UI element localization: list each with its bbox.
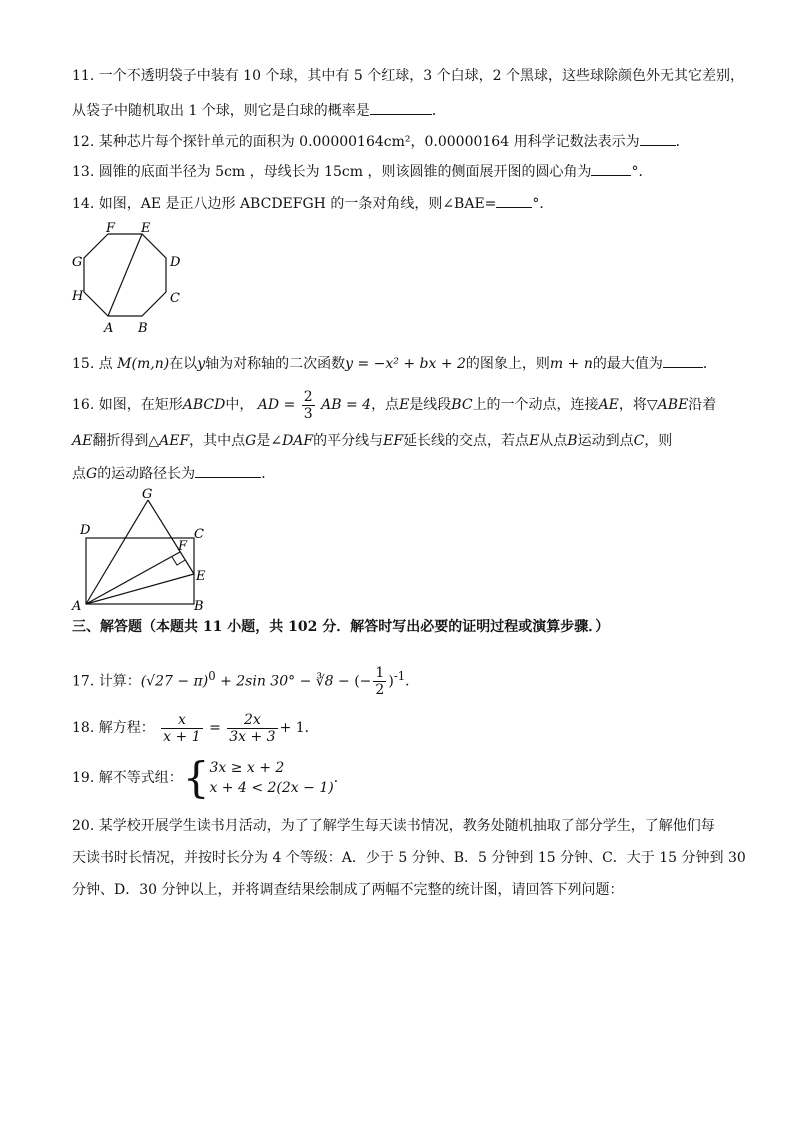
line-af [86, 552, 180, 604]
rect-label-e: E [196, 569, 206, 584]
q16-l2-e2: E [529, 433, 540, 449]
q19-row2: x + 4 < 2(2x − 1) [209, 780, 334, 796]
q16-ad: AD = [257, 397, 296, 413]
q16-fraction [302, 389, 315, 422]
q18-fraction1 [161, 712, 202, 745]
q16-l2-d: 的平分线与 [313, 433, 384, 449]
rect-label-g: G [142, 487, 153, 502]
q11-line2 [72, 100, 446, 121]
q19-system [209, 758, 333, 798]
octagon-label-d: D [170, 255, 181, 270]
q16-frac-den: 3 [303, 405, 313, 422]
q18-pre: 18. 解方程： [72, 720, 155, 736]
octagon-label-a: A [104, 321, 114, 336]
q15-expression: m + n [549, 356, 593, 372]
q11-end: ． [431, 103, 446, 119]
q17-paren-close: ) [388, 673, 394, 690]
q16-post2: 是线段 [409, 397, 452, 413]
q16-line1 [72, 385, 716, 425]
q16-l2-c: 是 [256, 433, 271, 449]
q17-p1: (√27 − π) [140, 673, 209, 690]
q18-post: + 1． [279, 720, 319, 736]
q16-l2-h: ，则 [644, 433, 673, 449]
q17-line [72, 656, 420, 699]
q16-l3-b: 的运动路径长为 [97, 466, 196, 482]
q14-text: 14. 如图，AE 是正八边形 ABCDEFGH 的一条对角线，则∠BAE= [72, 196, 497, 212]
q14-answer-blank[interactable] [496, 193, 532, 208]
q16-rect: ABCD [182, 397, 226, 413]
q13-answer-blank[interactable] [591, 161, 631, 176]
q20-line1: 20. 某学校开展学生读书月活动，为了了解学生每天读书情况，教务处随机抽取了部分学生，了解他们每 [72, 818, 715, 834]
q16-line3 [72, 463, 275, 484]
octagon-label-f: F [106, 221, 116, 236]
q17-frac-num: 1 [375, 665, 385, 682]
q18-eq: = [209, 720, 221, 736]
q18-fraction2 [227, 712, 277, 745]
q16-l2-angle: ∠DAF [270, 433, 314, 449]
q17-pre: 17. 计算： [72, 673, 141, 690]
q15-end: ． [702, 356, 717, 372]
octagon-label-g: G [72, 255, 83, 270]
q16-l2-b: ，其中点 [189, 433, 246, 449]
octagon-label-h: H [72, 289, 84, 304]
q18-f1-num: x [161, 712, 202, 729]
q16-l2-a: 翻折得到 [92, 433, 149, 449]
q16-ae: AE [598, 397, 619, 413]
q16-mid: 中， [225, 397, 254, 413]
q12-answer-blank[interactable] [640, 131, 676, 146]
q17-frac-den: 2 [375, 682, 385, 699]
octagon-figure [66, 220, 196, 336]
q16-line2 [72, 431, 672, 451]
q16-post1: ，点 [371, 397, 400, 413]
q16-frac-num: 2 [303, 388, 313, 405]
rect-label-d: D [80, 523, 91, 538]
q15-point: M(m,n) [117, 356, 170, 372]
q19-brace: { [182, 753, 210, 802]
q14-line [72, 193, 553, 214]
q17-end: ． [405, 673, 420, 690]
q15-answer-blank[interactable] [663, 353, 703, 368]
q16-l2-g2: 运动到点 [577, 433, 634, 449]
q11-answer-blank[interactable] [370, 100, 432, 115]
q12-line [72, 131, 690, 152]
q20-line3: 分钟、D．30 分钟以上，并将调查结果绘制成了两幅不完整的统计图，请回答下列问题： [72, 882, 624, 898]
q12-text: 12. 某种芯片每个探针单元的面积为 0.00000164cm²，0.00000164 用科学记数法表示为 [72, 134, 640, 150]
rect-label-f: F [178, 539, 188, 554]
rect-label-b: B [194, 599, 204, 614]
q16-l2-ef: EF [383, 433, 404, 449]
q16-l2-ae: AE [72, 433, 93, 449]
q17-exp0: 0 [208, 669, 216, 683]
q16-post5: 沿着 [688, 397, 717, 413]
q16-l3-g: G [86, 466, 98, 482]
octagon-label-e: E [141, 221, 151, 236]
q17-exp1: -1 [393, 669, 406, 683]
q19-line [72, 753, 348, 802]
q15-mid2: 轴为对称轴的二次函数 [205, 356, 346, 372]
q13-text: 13. 圆锥的底面半径为 5cm ，母线长为 15cm ，则该圆锥的侧面展开图的圆心角为 [72, 164, 592, 180]
diagonal-ae [108, 234, 142, 316]
q19-row1: 3x ≥ x + 2 [209, 760, 285, 776]
q11-line1: 11. 一个不透明袋子中装有 10 个球，其中有 5 个红球，3 个白球，2 个黑球，这些球除颜色外无其它差别， [72, 68, 744, 84]
q19-pre: 19. 解不等式组： [72, 770, 183, 786]
q17-paren-open: (− [354, 673, 372, 690]
q16-ab: AB = 4 [321, 397, 372, 413]
q16-l3-a: 点 [72, 466, 86, 482]
q13-end: °． [631, 164, 653, 180]
rect-label-c: C [194, 527, 204, 542]
section3-heading: 三、解答题（本题共 11 小题，共 102 分．解答时写出必要的证明过程或演算步骤．） [72, 619, 610, 635]
q15-mid: 在以 [169, 356, 198, 372]
q13-line [72, 161, 652, 182]
q12-end: ． [675, 134, 690, 150]
octagon-label-b: B [138, 321, 148, 336]
q15-pre: 15. 点 [72, 356, 113, 372]
q16-e: E [399, 397, 410, 413]
q17-p2: + 2sin 30° − ∛8 − [220, 673, 350, 690]
q15-function: y = −x² + bx + 2 [345, 356, 466, 372]
q15-end-text: 的最大值为 [592, 356, 663, 372]
line-ag [86, 500, 148, 604]
q11-text: 从袋子中随机取出 1 个球，则它是白球的概率是 [72, 103, 370, 119]
line-ae [86, 574, 194, 604]
q17-fraction [373, 665, 386, 698]
q18-f2-den: 3x + 3 [229, 728, 276, 745]
octagon-label-c: C [170, 291, 180, 306]
q16-pre: 16. 如图，在矩形 [72, 397, 183, 413]
q16-post3: 上的一个动点，连接 [472, 397, 599, 413]
q19-end: ． [333, 770, 348, 786]
q15-mid3: 的图象上，则 [465, 356, 550, 372]
q16-l2-b2: B [567, 433, 578, 449]
right-angle-mark [172, 557, 185, 565]
q20-line2: 天读书时长情况，并按时长分为 4 个等级：A．少于 5 分钟、B．5 分钟到 15 分钟、C．大于 15 分钟到 30 [72, 850, 746, 866]
rectangle-figure [68, 486, 218, 614]
q18-f2-num: 2x [227, 712, 277, 729]
q16-end: ． [261, 466, 276, 482]
q16-bc: BC [451, 397, 473, 413]
q15-axis: y [197, 356, 206, 372]
q16-answer-blank[interactable] [195, 463, 261, 478]
q18-f1-den: x + 1 [163, 728, 201, 745]
q16-post4: ，将 [618, 397, 647, 413]
q15-line [72, 353, 717, 374]
q16-l2-e: 延长线的交点，若点 [403, 433, 530, 449]
q16-l2-f: 从点 [539, 433, 568, 449]
q16-l2-g: G [245, 433, 257, 449]
q14-end: °． [532, 196, 554, 212]
q16-l2-tri: △AEF [148, 433, 190, 449]
rect-label-a: A [72, 599, 82, 614]
q16-l2-c2: C [633, 433, 645, 449]
q18-line [72, 708, 319, 748]
q16-triangle: ▽ABE [646, 397, 689, 413]
line-ge [148, 500, 194, 574]
